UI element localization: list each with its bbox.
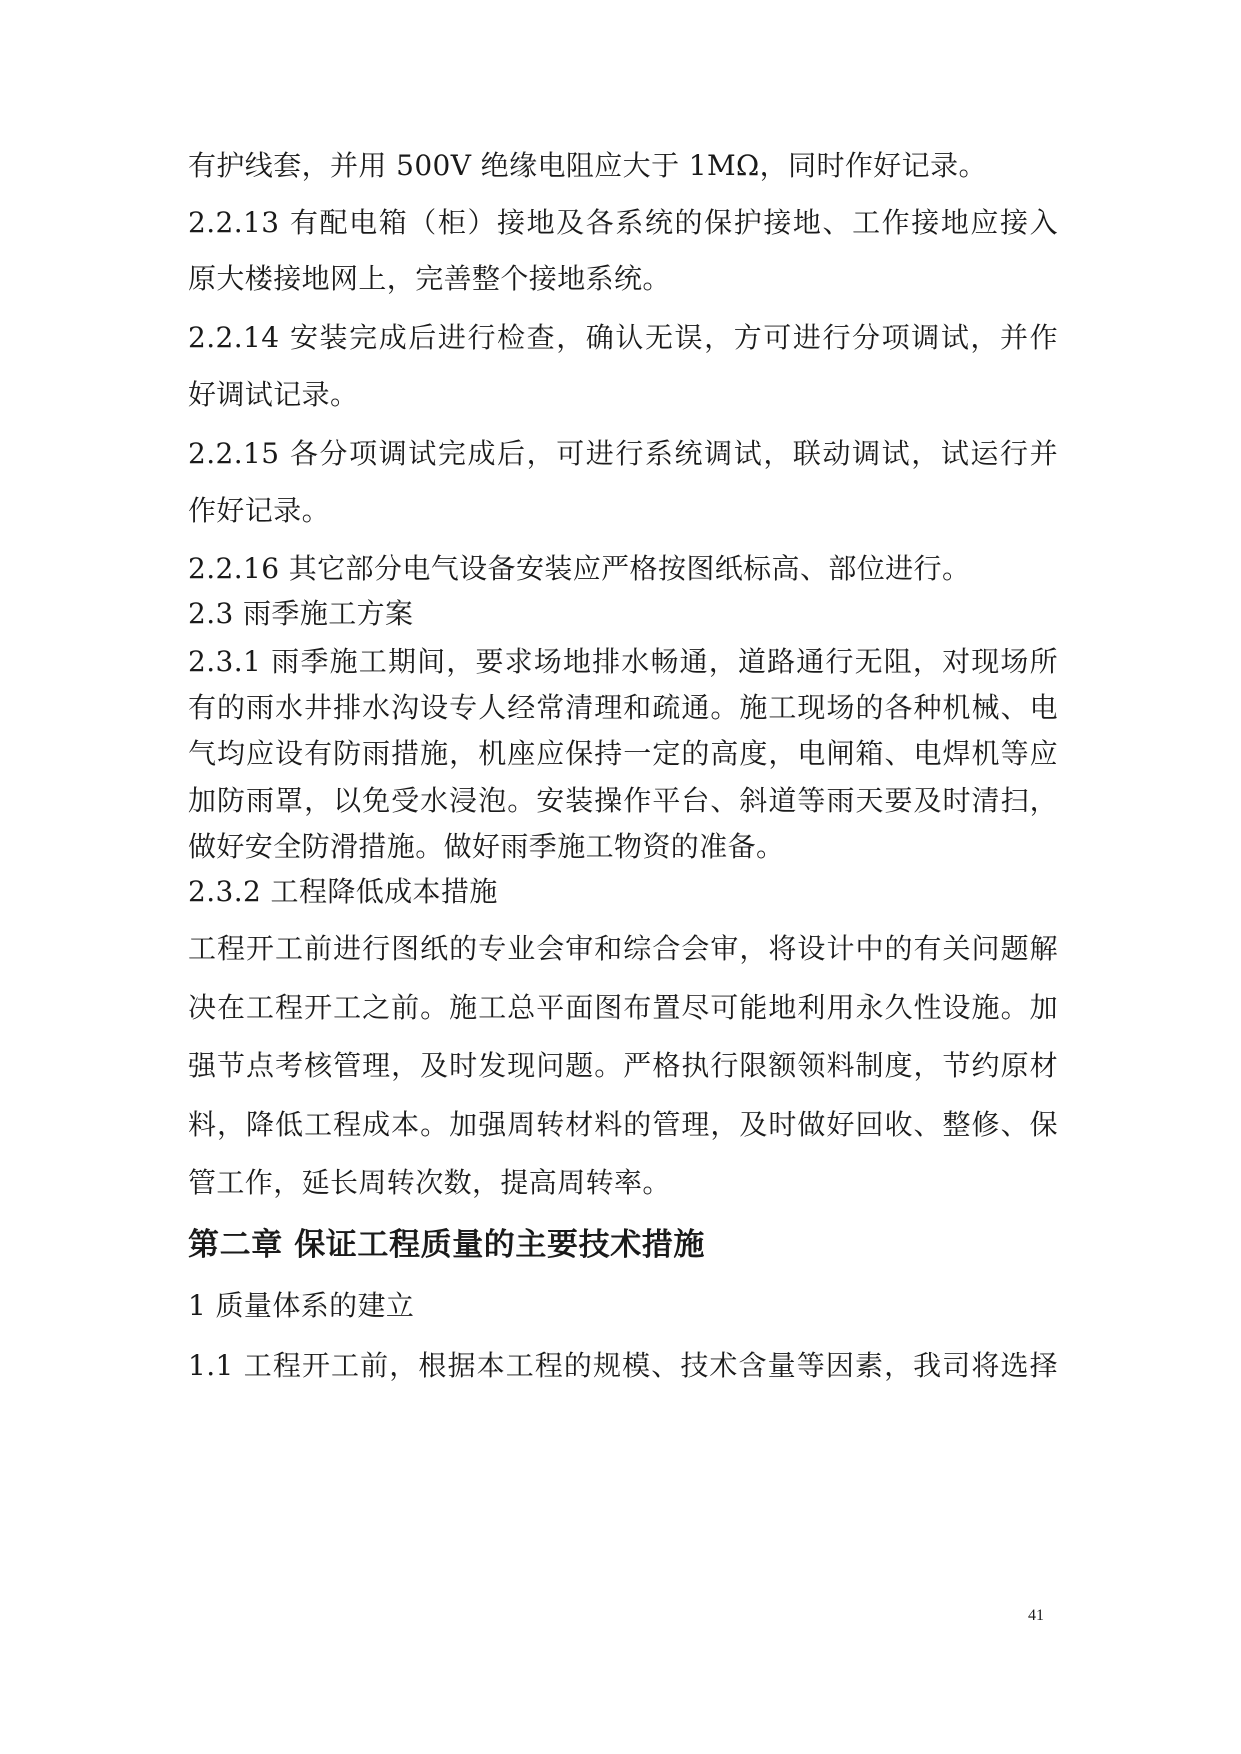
text-line: 料，降低工程成本。加强周转材料的管理，及时做好回收、整修、保 (188, 1108, 1058, 1141)
text-line: 工程开工前进行图纸的专业会审和综合会审，将设计中的有关问题解 (188, 932, 1058, 965)
text-line: 1.1 工程开工前，根据本工程的规模、技术含量等因素，我司将选择 (188, 1349, 1058, 1382)
text-line: 好调试记录。 (188, 378, 359, 411)
text-line: 有的雨水井排水沟设专人经常清理和疏通。施工现场的各种机械、电 (188, 691, 1058, 724)
text-line: 决在工程开工之前。施工总平面图布置尽可能地利用永久性设施。加 (188, 991, 1058, 1024)
text-line: 2.3.1 雨季施工期间，要求场地排水畅通，道路通行无阻，对现场所 (188, 645, 1058, 678)
text-line: 2.2.13 有配电箱（柜）接地及各系统的保护接地、工作接地应接入 (188, 206, 1058, 239)
text-line: 加防雨罩，以免受水浸泡。安装操作平台、斜道等雨天要及时清扫， (188, 784, 1058, 817)
text-line: 有护线套，并用 500V 绝缘电阻应大于 1MΩ，同时作好记录。 (188, 149, 987, 182)
text-line: 2.2.14 安装完成后进行检查，确认无误，方可进行分项调试，并作 (188, 321, 1058, 354)
text-line: 强节点考核管理，及时发现问题。严格执行限额领料制度，节约原材 (188, 1049, 1058, 1082)
section-heading: 2.3 雨季施工方案 (188, 597, 414, 630)
text-line: 做好安全防滑措施。做好雨季施工物资的准备。 (188, 830, 785, 863)
chapter-heading: 第二章 保证工程质量的主要技术措施 (188, 1227, 705, 1263)
text-line: 管工作，延长周转次数，提高周转率。 (188, 1166, 671, 1199)
section-heading: 1 质量体系的建立 (188, 1289, 415, 1322)
section-heading: 2.3.2 工程降低成本措施 (188, 875, 498, 908)
text-line: 气均应设有防雨措施，机座应保持一定的高度，电闸箱、电焊机等应 (188, 737, 1058, 770)
text-line: 2.2.16 其它部分电气设备安装应严格按图纸标高、部位进行。 (188, 552, 971, 585)
text-line: 2.2.15 各分项调试完成后，可进行系统调试，联动调试，试运行并 (188, 437, 1058, 470)
text-line: 作好记录。 (188, 494, 331, 527)
page-number: 41 (1028, 1607, 1044, 1624)
text-line: 原大楼接地网上，完善整个接地系统。 (188, 262, 671, 295)
